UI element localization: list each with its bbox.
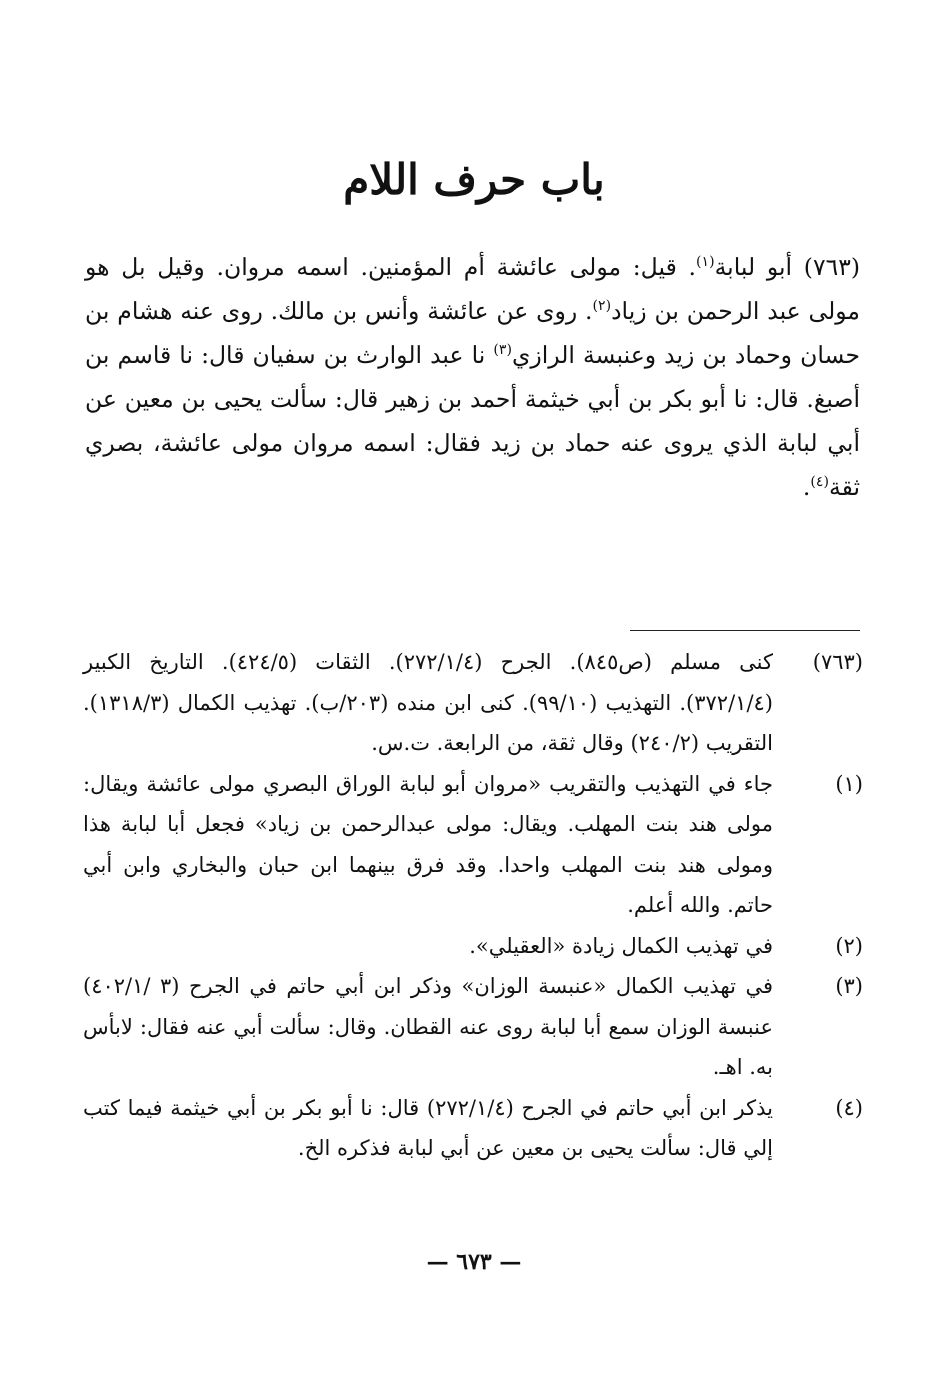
footnote-item — [83, 966, 863, 1088]
footnote-ref: (٢) — [592, 298, 612, 315]
footnote-ref: (١) — [696, 254, 715, 271]
footnote-item — [83, 1088, 863, 1169]
footnote-text: كنى مسلم (ص٨٤٥). الجرح (٢٧٢/١/٤). الثقات (٤٢٤/٥). التاريخ الكبير (٣٧٢/١/٤). التهذيب (٩٩/١٠). كنى ابن منده (٢٠٣/ب). تهذيب الكمال (١٣١٨/٣). التقريب (٢٤٠/٢) وقال ثقة، من الرابعة. ت.س. — [83, 650, 773, 755]
entry-text: نا عبد الوارث بن سفيان قال: نا قاسم بن أصبغ. قال: نا أبو بكر بن أبي خيثمة أحمد بن زهير قال: سألت يحيى بن معين عن أبي لبابة الذي يروى عنه حماد بن زيد فقال: اسمه مروان مولى عائشة، بصري ثقة — [85, 341, 860, 501]
footnote-text: في تهذيب الكمال زيادة «العقيلي». — [469, 933, 773, 958]
page-number: — ٦٧٣ — — [426, 1249, 522, 1275]
entry-text: . قيل: مولى عائشة أم المؤمنين. اسمه مروان. وقيل بل هو مولى عبد الرحمن بن زياد — [85, 253, 861, 325]
footnote-text: جاء في التهذيب والتقريب «مروان أبو لبابة الوراق البصري مولى عائشة ويقال: مولى هند بنت المهلب. ويقال: مولى عبدالرحمن بن زياد» فجعل أبا لبابة هذا ومولى هند بنت المهلب واحدا. وقد فرق بينهما ابن حبان والبخاري وابن أبي حاتم. والله أعلم. — [83, 771, 773, 917]
footnote-marker: (٧٦٣) — [812, 650, 863, 674]
footnote-marker: (١) — [835, 771, 863, 796]
entry-text: . — [802, 473, 811, 501]
footnote-marker: (٢) — [835, 933, 863, 958]
footnote-item — [83, 926, 863, 967]
footnote-marker: (٣) — [835, 974, 863, 998]
footnote-ref: (٤) — [810, 474, 829, 491]
footnote-item — [83, 642, 863, 764]
footnote-marker: (٤) — [835, 1095, 863, 1120]
footnotes-list — [83, 642, 863, 1169]
chapter-title: باب حرف اللام — [343, 155, 605, 204]
main-entry — [85, 245, 860, 509]
footnote-text: يذكر ابن أبي حاتم في الجرح (٢٧٢/١/٤) قال: نا أبو بكر بن أبي خيثمة فيما كتب إلي قال: سألت يحيى بن معين عن أبي لبابة فذكره الخ. — [83, 1095, 774, 1160]
footnote-item — [83, 764, 863, 926]
entry-number: (٧٦٣) — [803, 253, 860, 281]
footnote-ref: (٣) — [493, 342, 512, 359]
footnote-text: في تهذيب الكمال «عنبسة الوزان» وذكر ابن أبي حاتم في الجرح (٣ /٤٠٢/١) عنبسة الوزان سمع أبا لبابة روى عنه القطان. وقال: سألت أبي عنه فقال: لابأس به. اهـ. — [83, 974, 773, 1079]
entry-text: . روى عن عائشة وأنس بن مالك. روى عنه هشام بن حسان وحماد بن زيد وعنبسة الرازي — [85, 297, 860, 369]
entry-text: أبو لبابة — [714, 253, 804, 281]
footnote-divider — [630, 630, 860, 631]
